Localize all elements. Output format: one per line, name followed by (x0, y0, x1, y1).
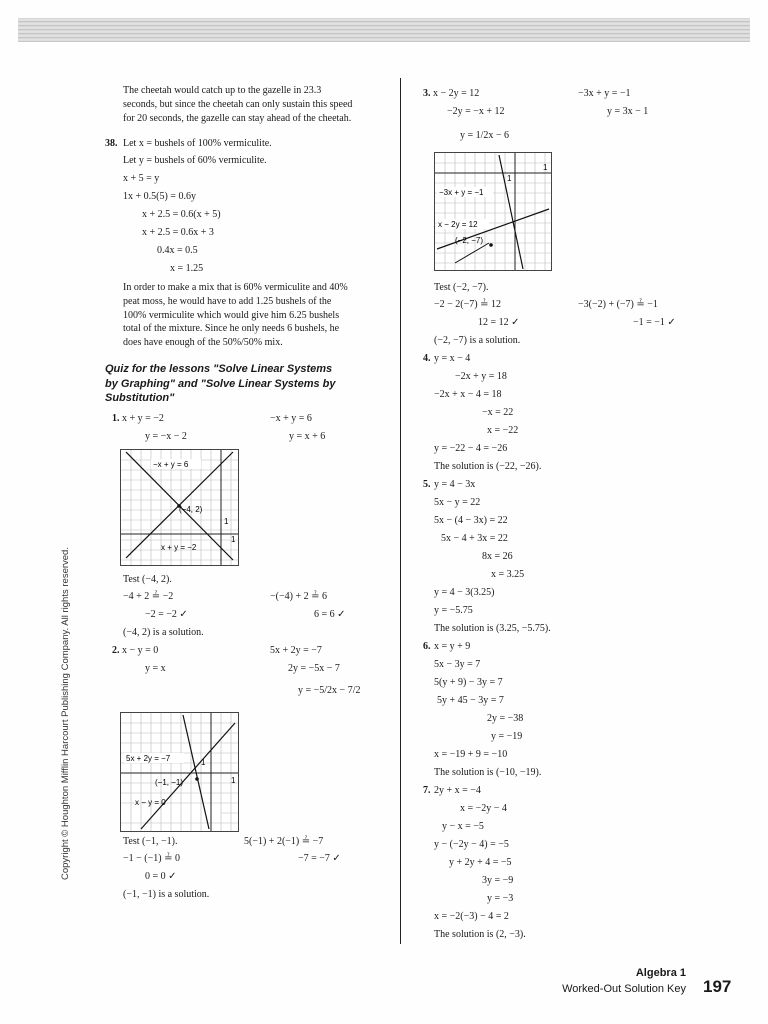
q1-graph (120, 449, 239, 566)
equation-line: −2x + x − 4 = 18 (434, 389, 502, 400)
p38-paragraph (123, 281, 348, 350)
equation-line: x + 2.5 = 0.6x + 3 (142, 227, 214, 238)
equation-line: 5x − 4 + 3x = 22 (441, 533, 508, 544)
test-line: −7 = −7 ✓ (298, 853, 341, 864)
test-line: −3(−2) + (−7) ≟ −1 (578, 299, 658, 310)
equation-line: 0.4x = 0.5 (157, 245, 198, 256)
problem-number: 5. (423, 479, 431, 490)
test-line: −4 + 2 ≟ −2 (123, 591, 174, 602)
test-line: (−4, 2) is a solution. (123, 627, 204, 638)
problem-number: 4. (423, 353, 431, 364)
test-line: (−1, −1) is a solution. (123, 889, 210, 900)
equation-line: y = −x − 2 (145, 431, 187, 442)
test-line: −1 = −1 ✓ (633, 317, 676, 328)
equation-line: Let x = bushels of 100% vermiculite. (123, 138, 272, 149)
test-line: −2 − 2(−7) ≟ 12 (434, 299, 501, 310)
equation-line: x − y = 0 (122, 645, 159, 656)
problem-number: 7. (423, 785, 431, 796)
footer-book-title: Algebra 1 (635, 967, 686, 979)
equation-line: 3y = −9 (482, 875, 514, 886)
graph-label: −3x + y = −1 (439, 188, 484, 197)
equation-line: y = 4 − 3x (434, 479, 476, 490)
solution-line: The solution is (−10, −19). (434, 767, 542, 778)
text-line: The cheetah would catch up to the gazelle in 23.3 (123, 85, 322, 96)
quiz-heading (105, 362, 395, 406)
solution-line: The solution is (−22, −26). (434, 461, 542, 472)
text-line: seconds, but since the cheetah can only sustain this speed (123, 98, 353, 110)
test-line: −1 − (−1) ≟ 0 (123, 853, 180, 864)
equation-line: 2y = −5x − 7 (288, 663, 340, 674)
graph-label: x + y = −2 (161, 543, 197, 552)
equation-line: x + 2.5 = 0.6(x + 5) (142, 209, 221, 220)
equation-line: y = 4 − 3(3.25) (434, 587, 495, 598)
equation-line: y + 2y + 4 = −5 (449, 857, 512, 868)
solution-line: The solution is (2, −3). (434, 929, 526, 940)
equation-line: x = 1.25 (170, 263, 204, 274)
equation-line: x = −2(−3) − 4 = 2 (434, 911, 509, 922)
equation-line: 8x = 26 (482, 551, 513, 562)
equation-line: x = −22 (487, 425, 519, 436)
graph-label: 5x + 2y = −7 (126, 754, 171, 763)
equation-line: x = 3.25 (491, 569, 525, 580)
equation-line: 2y = −38 (487, 713, 524, 724)
equation-line: y = 3x − 1 (607, 106, 649, 117)
equation-line: −x = 22 (482, 407, 514, 418)
equation-line: Let y = bushels of 60% vermiculite. (123, 155, 267, 166)
equation-line: y = −19 (491, 731, 523, 742)
q2-graph (120, 712, 239, 832)
problem-number: 1. (112, 413, 120, 424)
test-line: Test (−1, −1). (123, 836, 178, 847)
test-line: Test (−4, 2). (123, 574, 172, 585)
intro-paragraph (123, 84, 352, 125)
heading-line: Substitution" (105, 392, 175, 405)
equation-line: −2y = −x + 12 (447, 106, 505, 117)
graph-label: (−4, 2) (179, 505, 203, 514)
equation-line: y = −3 (487, 893, 514, 904)
solution-line: The solution is (3.25, −5.75). (434, 623, 551, 634)
graph-label: (−1, −1) (155, 778, 184, 787)
graph-label: 1 (507, 174, 512, 183)
equation-line: 5y + 45 − 3y = 7 (437, 695, 504, 706)
equation-line: x + y = −2 (122, 413, 164, 424)
page-number: 197 (703, 977, 732, 996)
test-line: Test (−2, −7). (434, 282, 489, 293)
equation-line: y = −22 − 4 = −26 (434, 443, 508, 454)
top-decorative-bar (18, 18, 750, 42)
problem-number: 3. (423, 88, 431, 99)
text-line: In order to make a mix that is 60% vermiculite and 40% (123, 282, 348, 293)
text-line: 100% vermiculite which would give him 6.25 bushels (123, 309, 340, 321)
equation-line: y = x − 4 (434, 353, 471, 364)
equation-line: y − x = −5 (442, 821, 484, 832)
graph-label: x − 2y = 12 (438, 220, 478, 229)
equation-line: y − (−2y − 4) = −5 (434, 839, 509, 850)
equation-line: 2y + x = −4 (434, 785, 481, 796)
graph-label: x − y = 0 (135, 798, 166, 807)
equation-line: x = −2y − 4 (460, 803, 507, 814)
graph-label: 1 (231, 776, 236, 785)
equation-line: 1x + 0.5(5) = 0.6y (123, 191, 196, 202)
problem-number: 6. (423, 641, 431, 652)
test-line: −2 = −2 ✓ (145, 609, 188, 620)
equation-line: x = −19 + 9 = −10 (434, 749, 508, 760)
test-line: 6 = 6 ✓ (314, 609, 346, 620)
equation-line: y = x (145, 663, 166, 674)
graph-label: (−2, −7) (455, 236, 484, 245)
text-line: peat moss, he would have to add 1.25 bushels of the (123, 295, 332, 307)
graph-label: 1 (231, 535, 236, 544)
equation-line: −3x + y = −1 (578, 88, 631, 99)
test-line: 0 = 0 ✓ (145, 871, 177, 882)
graph-label: 1 (201, 758, 206, 767)
test-line: (−2, −7) is a solution. (434, 335, 521, 346)
text-line: total of the mixture. Since he only needs 6 bushels, he (123, 323, 340, 335)
graph-label: −x + y = 6 (153, 460, 189, 469)
test-line: 12 = 12 ✓ (478, 317, 520, 328)
heading-line: Quiz for the lessons "Solve Linear Systems (105, 363, 333, 375)
equation-line: −x + y = 6 (270, 413, 312, 424)
test-line: −(−4) + 2 ≟ 6 (270, 591, 327, 602)
problem-number: 38. (105, 138, 118, 149)
equation-line: −2x + y = 18 (455, 371, 507, 382)
q3-graph (434, 152, 552, 271)
equation-line: x + 5 = y (123, 173, 160, 184)
copyright-notice: Copyright © Houghton Mifflin Harcourt Publishing Company. All rights reserved. (60, 547, 71, 880)
equation-line: x − 2y = 12 (433, 88, 480, 99)
heading-line: by Graphing" and "Solve Linear Systems by (105, 377, 336, 390)
equation-line: 5(y + 9) − 3y = 7 (434, 677, 503, 688)
equation-line: 5x − (4 − 3x) = 22 (434, 515, 508, 526)
text-line: does have enough of the 50%/50% mix. (123, 337, 283, 349)
equation-line: y = −5/2x − 7/2 (298, 685, 361, 696)
equation-line: 5x + 2y = −7 (270, 645, 322, 656)
equation-line: x = y + 9 (434, 641, 471, 652)
equation-line: 5x − y = 22 (434, 497, 481, 508)
column-divider (400, 78, 401, 944)
text-line: for 20 seconds, the gazelle can stay ahead of the cheetah. (123, 112, 352, 124)
equation-line: y = x + 6 (289, 431, 326, 442)
equation-line: 5x − 3y = 7 (434, 659, 481, 670)
graph-label: 1 (224, 517, 229, 526)
footer-subtitle: Worked-Out Solution Key (562, 983, 686, 995)
graph-label: 1 (543, 163, 548, 172)
equation-line: y = −5.75 (434, 605, 473, 616)
test-line: 5(−1) + 2(−1) ≟ −7 (244, 836, 324, 847)
equation-line: y = 1/2x − 6 (460, 130, 510, 141)
problem-number: 2. (112, 645, 120, 656)
